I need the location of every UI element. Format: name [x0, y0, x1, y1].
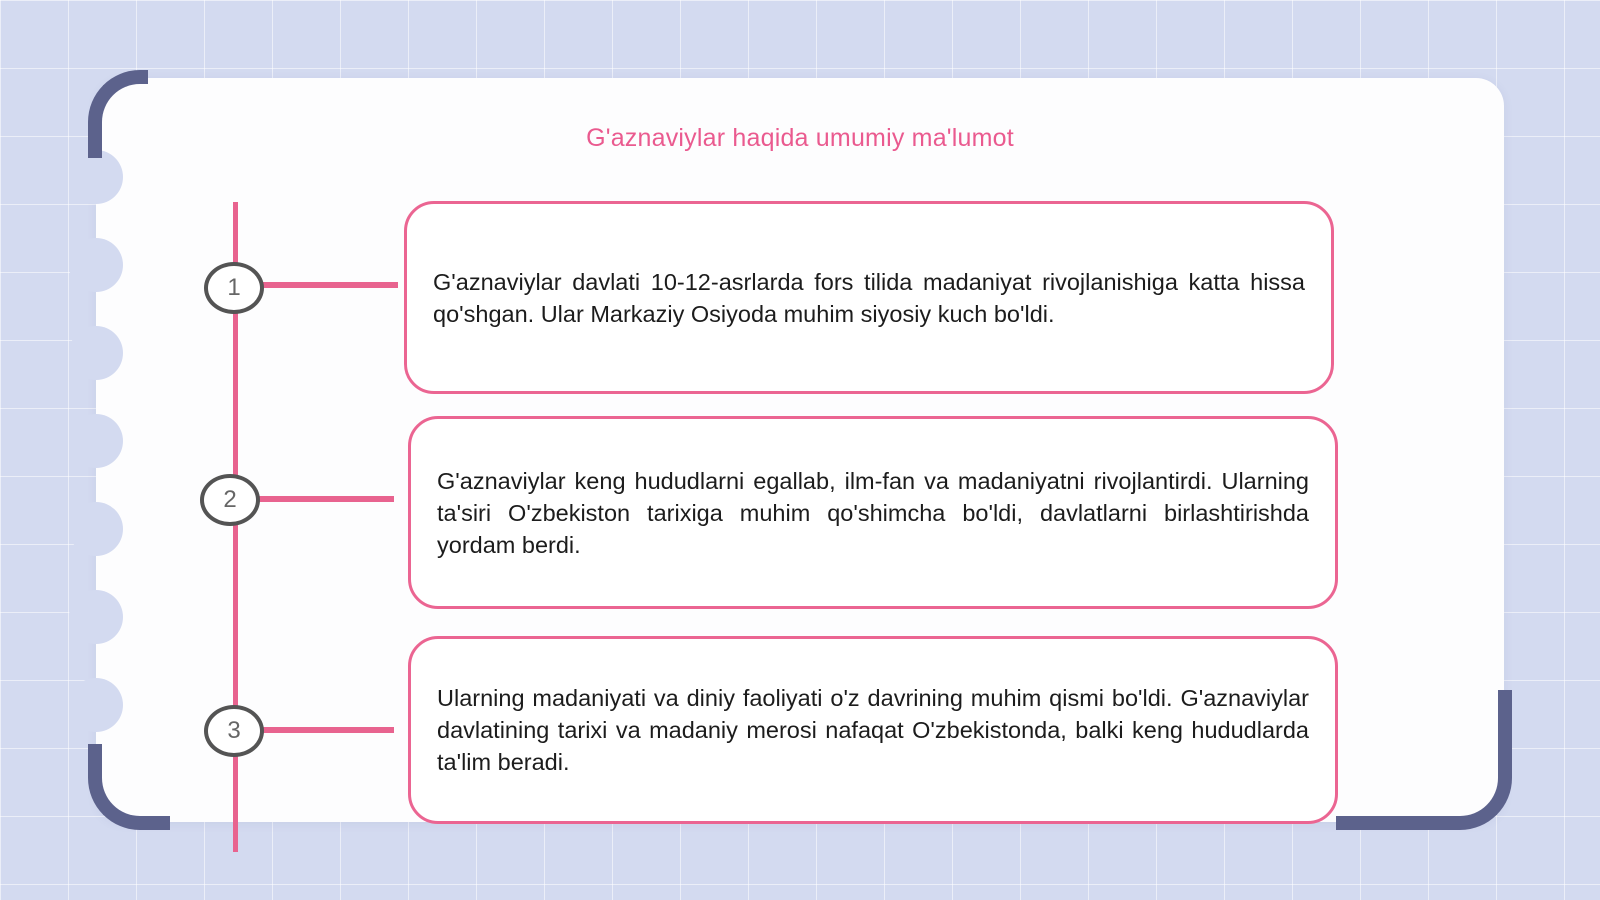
timeline-connector	[262, 727, 394, 733]
paper-scallop	[69, 590, 123, 644]
timeline-card-3	[408, 636, 1338, 824]
timeline-connector	[262, 282, 398, 288]
timeline-card-text: G'aznaviylar davlati 10-12-asrlarda fors tilida madaniyat rivojlanishiga katta hissa qo'shgan. Ular Markaziy Osiyoda muhim siyosiy kuch bo'ldi.	[433, 268, 1305, 327]
slide-title: G'aznaviylar haqida umumiy ma'lumot	[586, 124, 1014, 152]
timeline-node-1	[204, 262, 264, 314]
paper-scallop	[69, 150, 123, 204]
timeline-node-number: 3	[227, 717, 241, 744]
paper-scallop	[69, 502, 123, 556]
timeline-node-3	[204, 705, 264, 757]
timeline-card-text: G'aznaviylar keng hududlarni egallab, ilm-fan va madaniyatni rivojlantirdi. Ularning ta'siri O'zbekiston tarixiga muhim qo'shimcha bo'ldi, davlatlarni birlashtirishda yordam berdi.	[437, 467, 1309, 558]
timeline-card-1	[404, 201, 1334, 394]
timeline-node-2	[200, 474, 260, 526]
timeline-connector	[258, 496, 394, 502]
paper-scallop	[69, 414, 123, 468]
timeline-card-2	[408, 416, 1338, 609]
frame-corner-bottom-left	[88, 744, 170, 830]
timeline-node-number: 1	[227, 274, 241, 301]
timeline-card-text: Ularning madaniyati va diniy faoliyati o'z davrining muhim qismi bo'ldi. G'aznaviylar davlatining tarixi va madaniy merosi nafaqat O'zbekistonda, balki keng hududlarda ta'lim beradi.	[437, 685, 1309, 775]
paper-scallop	[69, 678, 123, 732]
paper-scallop	[69, 326, 123, 380]
timeline-node-number: 2	[223, 486, 237, 513]
frame-corner-bottom-right	[1336, 690, 1512, 830]
paper-scallop	[69, 238, 123, 292]
